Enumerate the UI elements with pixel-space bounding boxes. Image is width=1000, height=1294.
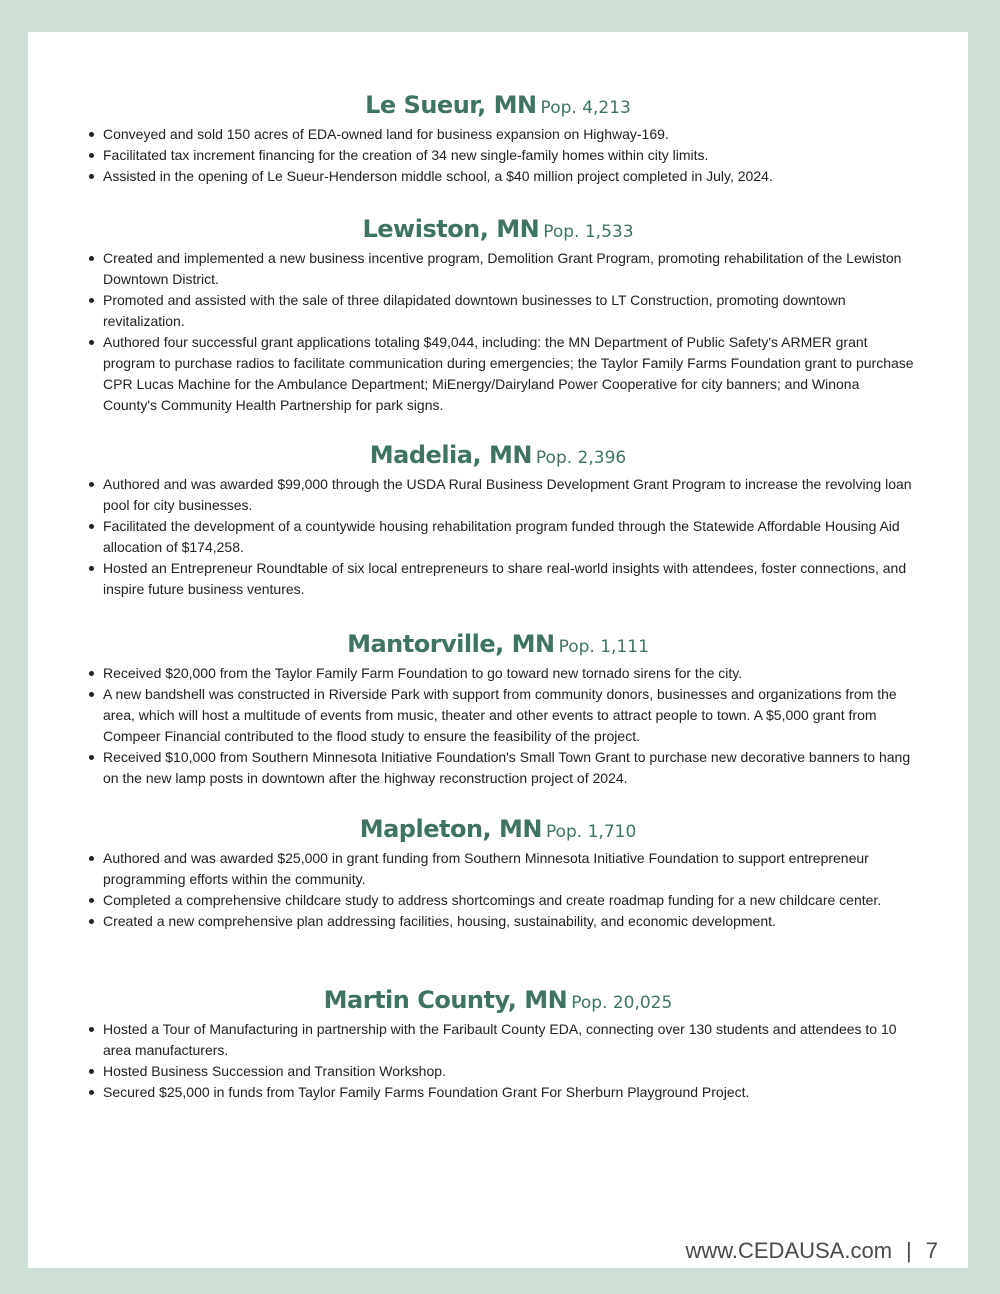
page-footer <box>685 1238 938 1264</box>
bullet-list <box>28 663 968 789</box>
list-item: Hosted a Tour of Manufacturing in partnership with the Faribault County EDA, connecting over 130 students and attendees to 10 area manufacturers. <box>28 1019 968 1061</box>
list-item: Authored four successful grant applications totaling $49,044, including: the MN Department of Public Safety's ARMER grant program to purchase radios to facilitate communication during emergencies; the Taylor Family Farms Foundation grant to purchase CPR Lucas Machine for the Ambulance Department; MiEnergy/Dairyland Power Cooperative for city banners; and Winona County's Community Health Partnership for park signs. <box>28 332 968 416</box>
list-item: Hosted an Entrepreneur Roundtable of six local entrepreneurs to share real-world insights with attendees, foster connections, and inspire future business ventures. <box>28 558 968 600</box>
document-page <box>28 32 968 1268</box>
list-item: Assisted in the opening of Le Sueur-Henderson middle school, a $40 million project completed in July, 2024. <box>28 166 968 187</box>
list-item: Received $20,000 from the Taylor Family Farm Foundation to go toward new tornado sirens for the city. <box>28 663 968 684</box>
list-item: Secured $25,000 in funds from Taylor Family Farms Foundation Grant For Sherburn Playground Project. <box>28 1082 968 1103</box>
city-name: Madelia, MN <box>369 441 532 469</box>
population: Pop. 4,213 <box>540 98 631 118</box>
city-name: Lewiston, MN <box>362 215 540 243</box>
section-mapleton <box>28 814 968 932</box>
section-heading <box>28 629 968 659</box>
section-martin-county <box>28 985 968 1103</box>
list-item: Conveyed and sold 150 acres of EDA-owned land for business expansion on Highway-169. <box>28 124 968 145</box>
list-item: A new bandshell was constructed in Riverside Park with support from community donors, businesses and organizations from the area, which will host a multitude of events from music, theater and other events to attract people to town. A $5,000 grant from Compeer Financial contributed to the flood study to ensure the feasibility of the project. <box>28 684 968 747</box>
population: Pop. 1,533 <box>543 222 634 242</box>
section-madelia <box>28 440 968 600</box>
list-item: Received $10,000 from Southern Minnesota Initiative Foundation's Small Town Grant to purchase new decorative banners to hang on the new lamp posts in downtown after the highway reconstruction project of 2024. <box>28 747 968 789</box>
list-item: Promoted and assisted with the sale of three dilapidated downtown businesses to LT Construction, promoting downtown revitalization. <box>28 290 968 332</box>
list-item: Authored and was awarded $25,000 in grant funding from Southern Minnesota Initiative Foundation to support entrepreneur programming efforts within the community. <box>28 848 968 890</box>
footer-separator: | <box>906 1238 912 1263</box>
bullet-list <box>28 848 968 932</box>
section-heading <box>28 214 968 244</box>
city-name: Mapleton, MN <box>359 815 542 843</box>
bullet-list <box>28 474 968 600</box>
bullet-list <box>28 248 968 416</box>
population: Pop. 1,710 <box>545 822 637 842</box>
population: Pop. 2,396 <box>535 448 627 468</box>
section-heading <box>28 985 968 1015</box>
bullet-list <box>28 124 968 187</box>
list-item: Created a new comprehensive plan addressing facilities, housing, sustainability, and economic development. <box>28 911 968 932</box>
population: Pop. 1,111 <box>558 637 649 657</box>
city-name: Martin County, MN <box>323 986 568 1014</box>
list-item: Completed a comprehensive childcare study to address shortcomings and create roadmap funding for a new childcare center. <box>28 890 968 911</box>
website-link[interactable]: www.CEDAUSA.com <box>685 1238 893 1263</box>
list-item: Hosted Business Succession and Transition Workshop. <box>28 1061 968 1082</box>
bullet-list <box>28 1019 968 1103</box>
section-heading <box>28 90 968 120</box>
population: Pop. 20,025 <box>571 993 673 1013</box>
city-name: Mantorville, MN <box>347 630 555 658</box>
list-item: Facilitated the development of a countywide housing rehabilitation program funded through the Statewide Affordable Housing Aid allocation of $174,258. <box>28 516 968 558</box>
list-item: Created and implemented a new business incentive program, Demolition Grant Program, promoting rehabilitation of the Lewiston Downtown District. <box>28 248 968 290</box>
page-number: 7 <box>925 1238 938 1263</box>
list-item: Authored and was awarded $99,000 through the USDA Rural Business Development Grant Program to increase the revolving loan pool for city businesses. <box>28 474 968 516</box>
section-lewiston <box>28 214 968 416</box>
city-name: Le Sueur, MN <box>365 91 537 119</box>
section-mantorville <box>28 629 968 789</box>
list-item: Facilitated tax increment financing for the creation of 34 new single-family homes within city limits. <box>28 145 968 166</box>
section-heading <box>28 440 968 470</box>
section-le-sueur <box>28 90 968 187</box>
section-heading <box>28 814 968 844</box>
